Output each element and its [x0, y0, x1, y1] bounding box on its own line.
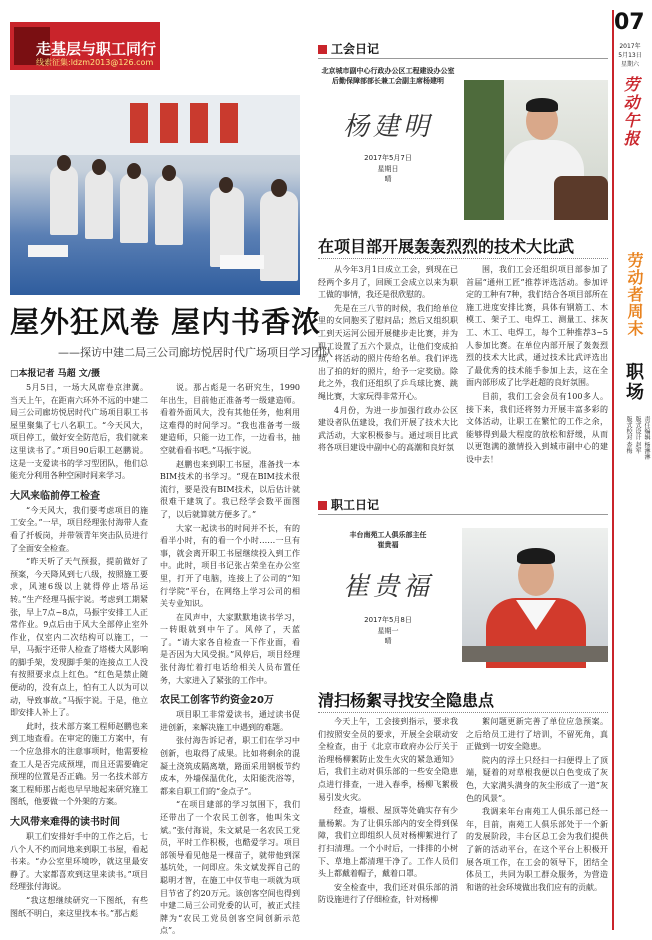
- paragraph: 经查，墙根、屋顶等处确实存有少量杨絮。为了让俱乐部内的安全得到保障，我们立即组织人员对杨柳絮进行了打扫清理。一个小时后，一排排的小树下、草地上都清理干净了。工作人员们头上都戴着帽子，戴着口罩。: [318, 806, 458, 879]
- paragraph: 项目职工非常爱读书，通过读书促进创新，来解决施工中遇到的难题。: [160, 710, 300, 732]
- union-diary-title: 在项目部开展轰轰烈烈的技术大比武: [318, 237, 575, 256]
- paragraph: 围，我们工会还组织项目部参加了首届“通州工匠”推荐评选活动。参加评定的工种有7种，我们结合各项目部所在施工进度安排比赛，具体有钢筋工、木模工、架子工、电焊工、测量工、抹灰工、木工、电焊工，每个工种推荐3~5人参加比赛。在单位内部开展了轰轰烈烈的技术大比武，通过技术比武评选出了最优秀的技术能手参加上去，这在全面内部形成了比学赶超的良好氛围。: [466, 265, 608, 388]
- union-diary-author-box: [318, 66, 458, 206]
- paragraph: “今天风大，我们要考虑项目的施工安全。”一早，项目经理张付海带人查看了扦板岗，并带领青年突击队员进行了全面安全检查。: [10, 505, 148, 553]
- paragraph: 在风声中，大家默默地读书学习，一转眼就到中午了。风停了，天蓝了。“请大家各自检查一下作业面，看是否因为大风受损。”风停后，项目经理张付海忙着打电话给相关人员布置任务，大家进入了紧张的工作中。: [160, 612, 300, 685]
- worker-diary-label: 职工日记: [318, 496, 379, 513]
- section-name: 劳动者周末: [625, 252, 644, 337]
- main-headline: 屋外狂风卷 屋内书香浓: [10, 305, 322, 339]
- worker-author-title-2: 崔贵福: [377, 541, 399, 549]
- worker-diary-author-box: [318, 530, 458, 670]
- paragraph: “我这想继续研究一下图纸，有些图纸不明白，来这里找本书。”那占彪: [10, 895, 148, 918]
- union-signature: 杨建明: [342, 112, 433, 142]
- main-byline: □本报记者 马超 文/摄: [10, 369, 101, 379]
- paragraph: 4月份，为进一步加强行政办公区建设者队伍建设，我们开展了技术大比武活动，大家积极参与。通过项目比武将各项目建设中副中心的高潮和良好氛: [318, 405, 458, 453]
- union-author-title-1: 北京城市副中心行政办公区工程建设办公室: [321, 67, 455, 75]
- paragraph: 今天上午，工会接到指示，要求我们按照安全员的要求，开展全会联动安全检查，由于《北京市政府办公厅关于治理杨柳絮防止发生火灾的紧急通知》后，我们主动对俱乐部的一些安全隐患点进行排查，一进入春季，杨柳飞絮极易引发火灾。: [318, 717, 458, 802]
- section-heading: 大风来临前停工检查: [10, 490, 100, 502]
- worker-signature: 崔贵福: [342, 572, 433, 602]
- credit-proof: 版式校对 杏梅: [625, 416, 632, 454]
- union-diary-label: 工会日记: [318, 40, 379, 57]
- paragraph: 我调来年台南苑工人俱乐部已经一年，目前，南苑工人俱乐部处于一个新的发展阶段，丰台区总工会为我们提供了新的活动平台，在这个平台上积极开展各项工作，在工会的领导下，团结全体员工，共同为职工群众服务，为营造和谐的社会环境做出我们应有的贡献。: [466, 807, 608, 892]
- worker-diary-weekday: 星期一: [377, 626, 399, 635]
- union-author-title-2: 后勤保障部部长兼工会副主席杨建明: [332, 77, 444, 85]
- paragraph: 5月5日，一场大风席卷京津冀。当天上午，在距南六环外不远的中建二局三公司廊坊悦居时代广场项目职工书屋里聚集了七八名职工。“今天风大，项目停工，做好安全防范后，我们就来这里读书了。”项目90后职工赵鹏说。这是一支爱读书的学习型团队，他们总能充分利用各种空闲时间来学习。: [10, 383, 148, 481]
- worker-diary-title: 清扫杨絮寻找安全隐患点: [318, 691, 495, 710]
- paragraph: 说。那占彪是一名研究生，1990年出生，目前他正准备考一级建造师。看着外面风大，没有其他任务，他利用这难得的时间学习。“我也准备考一级建造师，只能一边工作，一边看书，抽空就看看书吧。”马振宇说。: [160, 383, 300, 455]
- worker-diary-date: 2017年5月8日: [364, 616, 412, 624]
- paragraph: 絮问题更新完善了单位应急预案。之后给员工进行了培训，不留死角，真正做到一切安全隐患。: [466, 717, 608, 752]
- credits: [624, 416, 651, 464]
- worker-author-title-1: 丰台南苑工人俱乐部主任: [349, 531, 427, 539]
- worker-diary-column-2: [466, 716, 608, 930]
- union-diary-date: 2017年5月7日: [364, 154, 412, 162]
- paragraph: 从今年3月1日成立工会，到现在已经两个多月了，回顾工会成立以来为职工做的事情，我还是很欣慰的。: [318, 265, 458, 300]
- column-email: 线索征集:ldzm2013@126.com: [36, 58, 154, 67]
- issue-month-day: 5月13日: [618, 52, 642, 59]
- paragraph: 大家一起读书的时间并不长，有的看半小时，有的看一个小时……一旦有事，就会离开职工书屋继续投入到工作中。此时，项目书记张占荣坐在办公室里，打开了电脑，连接上了公司的“知行学院”平台，在网络上学习公司的相关专业知识。: [160, 523, 300, 609]
- paragraph: 此时，技术部方案工程师赵鹏也来到工地查看。在审定的施工方案中，有一个应急排水的注意事项时，他需要检查工人是否完成预埋，而且还需要确定预埋的位置是否正确。另一名技术部方案工程师那占彪也早早地起来研究施工图纸，他要做一个外架的方案。: [10, 721, 148, 807]
- column-masthead: [10, 22, 160, 70]
- union-diary-weather: 晴: [384, 175, 392, 183]
- paragraph: 目前，我们工会会员有100多人。接下来，我们还将努力开展丰富多彩的文体活动，让职工在繁忙的工作之余，能够得到最大程度的放松和舒缓，从而以更饱满的激情投入到城市副中心的建设中去！: [466, 391, 608, 464]
- main-article-column-1: [10, 382, 148, 930]
- paragraph: 先是在三八节的时候，我们给单位里的女同胞买了慰问品；然后又组织职工到天运河公园开展健步走比赛，并为职工设置了五六个景点，让他们变成拍照，将活动的照片传给名单。我们评选出了拍的好的照片，给予一定奖励。除此之外，我们还组织了乒乓球比赛、跳绳比赛，大家玩得非常开心。: [318, 303, 458, 401]
- main-article-photo: [10, 95, 300, 295]
- worker-author-portrait: [462, 528, 608, 662]
- paragraph: 院内的浮土只经扫一扫便得上了顶端，疑着的对草根我便以白色变成了灰色，大家满头满身的灰尘形成了一道“灰色的风景”。: [466, 755, 608, 803]
- issue-weekday: 星期六: [620, 61, 639, 68]
- section-heading: 大风带来难得的读书时间: [10, 817, 120, 828]
- union-diary-weekday: 星期日: [377, 164, 399, 173]
- paragraph: 职工们安排好手中的工作之后，七八个人不约而同地来到职工书屋，看起书来。“办公室里环境吵，就这里最安静了。大家都喜欢到这里来读书。”项目经理张付海说。: [10, 832, 148, 892]
- column-name: 职场: [623, 362, 644, 402]
- main-article-column-2: [160, 382, 300, 936]
- issue-date: [614, 42, 646, 69]
- paragraph: 安全检查中，我们还对俱乐部的消防设施进行了仔细检查，针对杨柳: [318, 882, 458, 905]
- worker-diary-column-1: [318, 716, 458, 930]
- paragraph: 张付海告诉记者，职工们在学习中创新，也取得了成果。比如将剩余的混凝土浇筑成隔离墩，路面采用钢板节约成本，外墙保温优化，太阳能洗浴等，都来自职工们的“金点子”。: [160, 736, 300, 796]
- page-number: 07: [614, 10, 645, 35]
- union-diary-column-2: [466, 264, 608, 464]
- credit-design: 版式设计 赵军: [634, 416, 641, 454]
- main-subhead: ——探访中建二局三公司廊坊悦居时代广场项目学习团队: [58, 346, 333, 359]
- section-heading: 农民工创客节约资金20万: [160, 695, 274, 707]
- union-author-portrait: [464, 80, 608, 220]
- credit-editor: 责任编辑 杨淋淋: [643, 416, 650, 460]
- paper-name-logo: 劳动午报: [621, 76, 640, 148]
- union-diary-column-1: [318, 264, 458, 453]
- paragraph: 赵鹏也来到职工书屋，准备找一本BIM技术的书学习。“现在BIM技术很流行，要是没有BIM技术，以后估计就很难干建筑了。我已经学会数平面图了，以后就算就方便多了。”: [160, 459, 300, 519]
- column-title: 走基层与职工同行: [36, 40, 157, 58]
- paragraph: “昨天听了天气预报，提前做好了预案，今天降风到七八级，按照施工要求，风速6级以上就得停止塔吊运转。”生产经理马振宇说。考虑到工期紧张，早上7点~8点，马振宇安排工人正常作业。9点后由于风大全部停止室外作业，仅室内二次结构可以施工，一早，马振宇还带人检查了塔楼大风影响的脚手架，发现脚手架的连接点工人没有按照要求点上红色。“红色是禁止随便动的，没有点上，怕有工人以为可以动，导致事故。”马振宇说。于是，他立即安排人补上了。: [10, 557, 148, 718]
- worker-diary-weather: 晴: [384, 637, 392, 645]
- issue-year: 2017年: [619, 43, 641, 50]
- paragraph: “在项目建部的学习氛围下，我们还带出了一个农民工创客，他叫朱文斌。”张付海说，朱文斌是一名农民工党员，平时工作积极，也酷爱学习。项目部领导看见他是一棵苗子，就带他到深基坑处，一问即应。朱文斌发挥自己的聪明才智，在施工中仅节电一项就为项目节省了约20万元。该创客空间也得到中建二局三公司党委的认可，被正式挂牌为“农民工党员创客空间创新示范点”。: [160, 800, 300, 936]
